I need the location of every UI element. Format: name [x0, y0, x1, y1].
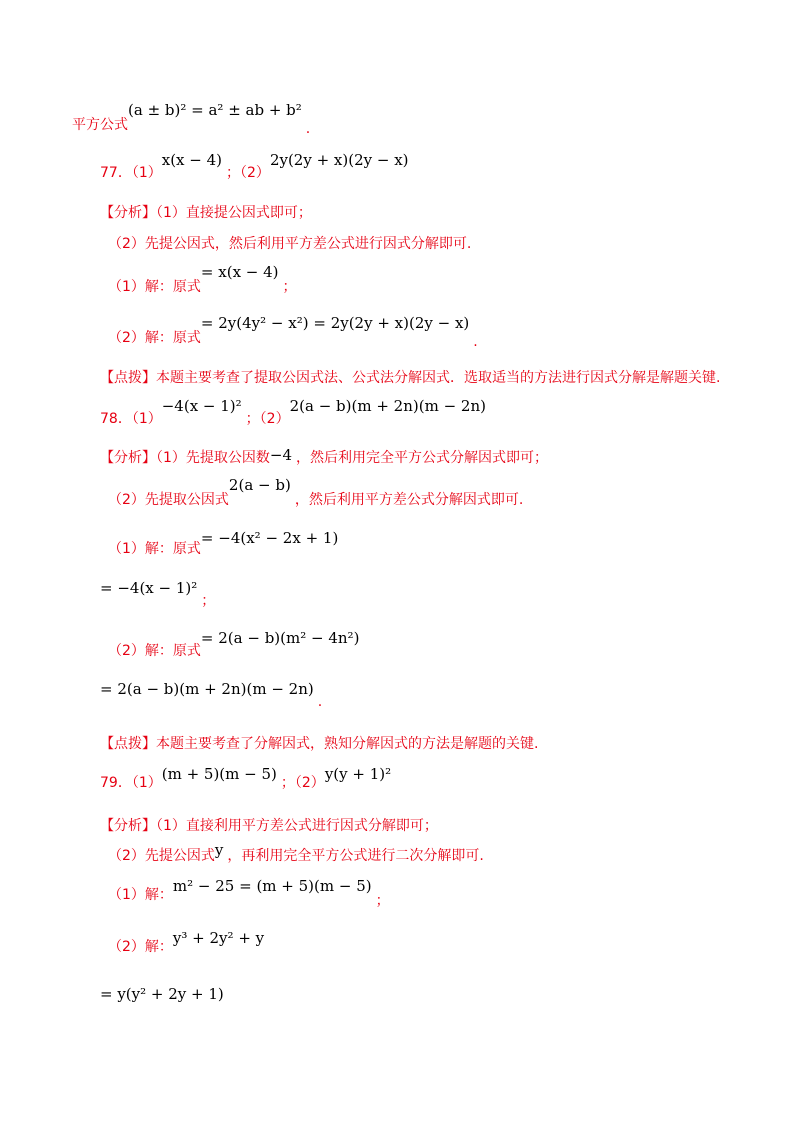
math-expression: −4: [269, 446, 293, 464]
math-expression: = 2(a − b)(m + 2n)(m − 2n): [100, 680, 314, 698]
text-line: [100, 815, 438, 835]
text-run: 【分析】（1）直接提公因式即可；: [100, 205, 312, 221]
text-run: 平方公式: [72, 117, 128, 133]
text-run: ，然后利用完全平方公式分解因式即可；: [296, 450, 549, 466]
math-expression: y: [214, 841, 224, 859]
math-expression: = 2(a − b)(m² − 4n²): [200, 629, 360, 647]
text-line: [108, 628, 363, 659]
text-run: 【点拨】本题主要考查了分解因式，熟知分解因式的方法是解题的关键.: [100, 736, 539, 752]
text-run: ，再利用完全平方公式进行二次分解即可.: [227, 848, 484, 864]
text-line: [100, 680, 323, 710]
math-expression: x(x − 4): [161, 151, 223, 169]
text-run: 【分析】（1）直接利用平方差公式进行因式分解即可；: [100, 818, 438, 834]
text-run: ；（2）: [280, 775, 325, 791]
math-expression: 2(a − b): [228, 476, 291, 494]
text-line: [100, 396, 490, 427]
text-line: [100, 985, 228, 1003]
text-run: （2）先提取公因式: [108, 492, 229, 508]
text-run: （2）解：: [108, 939, 173, 955]
text-run: .: [317, 694, 323, 710]
math-expression: = 2y(4y² − x²) = 2y(2y + x)(2y − x): [200, 314, 470, 332]
text-run: ；: [282, 279, 297, 295]
text-run: ；: [201, 593, 216, 609]
math-expression: = −4(x² − 2x + 1): [200, 529, 339, 547]
text-line: [100, 447, 548, 467]
math-expression: y(y + 1)²: [324, 765, 392, 783]
text-run: 【分析】（1）先提取公因数: [100, 450, 270, 466]
text-line: [108, 528, 342, 557]
math-expression: (m + 5)(m − 5): [161, 765, 277, 783]
text-line: [100, 764, 395, 791]
text-run: 79．（1）: [100, 775, 162, 791]
text-run: 77．（1）: [100, 165, 162, 181]
math-expression: 2y(2y + x)(2y − x): [269, 151, 409, 169]
text-line: [100, 367, 720, 387]
text-run: （2）先提公因式: [108, 848, 215, 864]
text-run: （2）先提公因式，然后利用平方差公式进行因式分解即可.: [108, 236, 472, 252]
text-line: [100, 733, 538, 753]
text-run: （2）解：原式: [108, 643, 201, 659]
text-line: [100, 578, 216, 609]
text-run: 【点拨】本题主要考查了提取公因式法、公式法分解因式．选取适当的方法进行因式分解是解题关键.: [100, 370, 721, 386]
math-expression: = −4(x − 1)²: [100, 579, 198, 597]
text-run: ，然后利用平方差公式分解因式即可.: [294, 492, 524, 508]
text-line: [108, 840, 484, 864]
text-line: [108, 233, 471, 253]
math-expression: m² − 25 = (m + 5)(m − 5): [172, 877, 372, 895]
text-run: （1）解：原式: [108, 541, 201, 557]
text-run: ；（2）: [226, 165, 270, 181]
text-line: [108, 928, 268, 955]
math-expression: 2(a − b)(m + 2n)(m − 2n): [289, 397, 486, 415]
text-run: （1）解：原式: [108, 279, 201, 295]
text-line: [108, 876, 390, 909]
text-run: （1）解：: [108, 887, 173, 903]
text-line: [108, 475, 524, 508]
text-run: ；（2）: [245, 411, 290, 427]
math-expression: −4(x − 1)²: [161, 397, 242, 415]
text-run: .: [473, 334, 478, 350]
math-expression: y³ + 2y² + y: [172, 929, 265, 947]
text-line: [100, 150, 413, 181]
text-run: （2）解：原式: [108, 330, 201, 346]
math-expression: = y(y² + 2y + 1): [100, 985, 224, 1003]
text-run: 78．（1）: [100, 411, 162, 427]
text-run: .: [305, 121, 311, 137]
text-run: ；: [375, 893, 390, 909]
text-line: [100, 202, 312, 222]
text-line: [108, 313, 478, 350]
text-line: [108, 262, 297, 295]
text-line: [72, 100, 311, 137]
math-expression: (a ± b)² = a² ± ab + b²: [128, 101, 302, 119]
math-expression: = x(x − 4): [200, 263, 279, 281]
